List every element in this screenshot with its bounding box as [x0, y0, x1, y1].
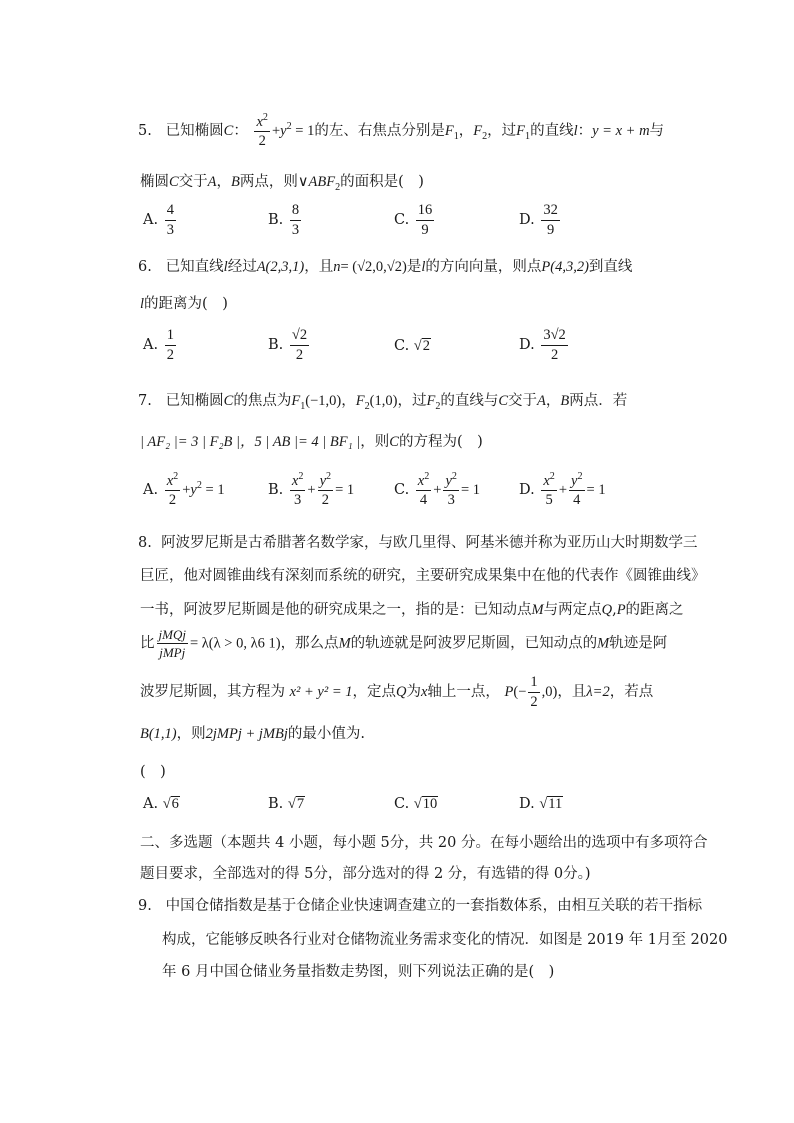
q5-option-c[interactable]: C. $\frac{16}{9}$ [394, 202, 433, 238]
q6-option-d[interactable]: D. $\frac{3√2}{2}$ [519, 327, 566, 363]
q6-line1: 6. 已知直线l经过A(2,3,1)，且n= (√2,0,√2)是l的方向向量，则点P(4,3,2)到直线 [138, 259, 633, 275]
q9-line2: 构成，它能够反映各行业对仓储物流业务需求变化的情况．如图是 2019 年 1月至 2020 [162, 932, 728, 948]
q7-option-d[interactable]: D. $\frac{x^2}{5}$ + $\frac{y^2}{4}$ = 1 [519, 471, 606, 509]
q7-option-a[interactable]: A. $\frac{x^2}{2}$ $+y^2 = 1$ [143, 471, 225, 509]
q8-line5: 波罗尼斯圆，其方程为 x² + y² = 1，定点Q为x轴上一点， P(− $\frac{1}{2}$ ,0)，且λ=2，若点 [140, 674, 654, 710]
section-heading-cont: 题目要求，全部选对的得 5分，部分选对的得 2 分，有选错的得 0分。) [140, 866, 591, 882]
q5-option-d[interactable]: D. $\frac{32}{9}$ [519, 202, 558, 238]
q8-line4: 比 $\frac{\text{jMQj}}{\text{jMPj}}$ = λ(λ > 0, λ6 1)，那么点M的轨迹就是阿波罗尼斯圆，已知动点的M轨迹是阿 [140, 627, 668, 660]
q9-line3: 年 6 月中国仓储业务量指数走势图，则下列说法正确的是( ) [162, 964, 555, 980]
q7-line1: 7. 已知椭圆C的焦点为$F_1(-1,0)$，$F_2(1,0)$，过$F_2$的直线与C交于A，B两点．若 [138, 393, 628, 412]
q6-option-a[interactable]: A. $\frac{1}{2}$ [143, 327, 174, 363]
q9-line1: 9. 中国仓储指数是基于仓储企业快速调查建立的一套指数体系，由相互关联的若干指标 [138, 898, 703, 914]
q8-line3: 一书，阿波罗尼斯圆是他的研究成果之一，指的是：已知动点M与两定点Q,P的距离之 [140, 602, 684, 618]
q8-option-c[interactable]: C. √10 [394, 796, 438, 812]
q8-line7: ( ) [140, 764, 166, 780]
ellipse-x-fraction: $\frac{x^2}{2}$ [256, 112, 268, 150]
q5-option-a[interactable]: A. $\frac{4}{3}$ [143, 202, 174, 238]
q5-line1: 5. 已知椭圆C： $\frac{x^2}{2}$ $+y^2 = 1$的左、右焦点分别是$F_1$，$F_2$，过$F_1$的直线l：y = x + m与 [138, 112, 665, 150]
q8-line6: B(1,1)，则2jMPj + jMBj的最小值为. [140, 726, 366, 742]
q7-line2: | AF₂ |= 3 | F₂B |，5 | AB |= 4 | BF₁ |，则C的方程为( ) [140, 434, 483, 450]
q8-line2: 巨匠，他对圆锥曲线有深刻而系统的研究，主要研究成果集中在他的代表作《圆锥曲线》 [140, 568, 706, 584]
q6-option-b[interactable]: B. $\frac{√2}{2}$ [268, 327, 308, 363]
q8-option-b[interactable]: B. √7 [268, 796, 305, 812]
q8-option-a[interactable]: A. √6 [143, 796, 179, 812]
q5-option-b[interactable]: B. $\frac{8}{3}$ [268, 202, 300, 238]
q6-line2: l的距离为( ) [140, 296, 228, 312]
q8-line1: 8. 阿波罗尼斯是古希腊著名数学家，与欧几里得、阿基米德并称为亚历山大时期数学三 [138, 535, 698, 551]
q7-option-c[interactable]: C. $\frac{x^2}{4}$ + $\frac{y^2}{3}$ = 1 [394, 471, 481, 509]
q5-line2: 椭圆C交于A，B两点，则$\vee ABF_2$的面积是( ) [140, 174, 424, 193]
section-heading: 二、多选题（本题共 4 小题，每小题 5分，共 20 分。在每小题给出的选项中有多项符合 [140, 835, 708, 851]
q8-option-d[interactable]: D. √11 [519, 796, 563, 812]
q7-option-b[interactable]: B. $\frac{x^2}{3}$ + $\frac{y^2}{2}$ = 1 [268, 471, 355, 509]
q6-option-c[interactable]: C. √2 [394, 338, 431, 354]
